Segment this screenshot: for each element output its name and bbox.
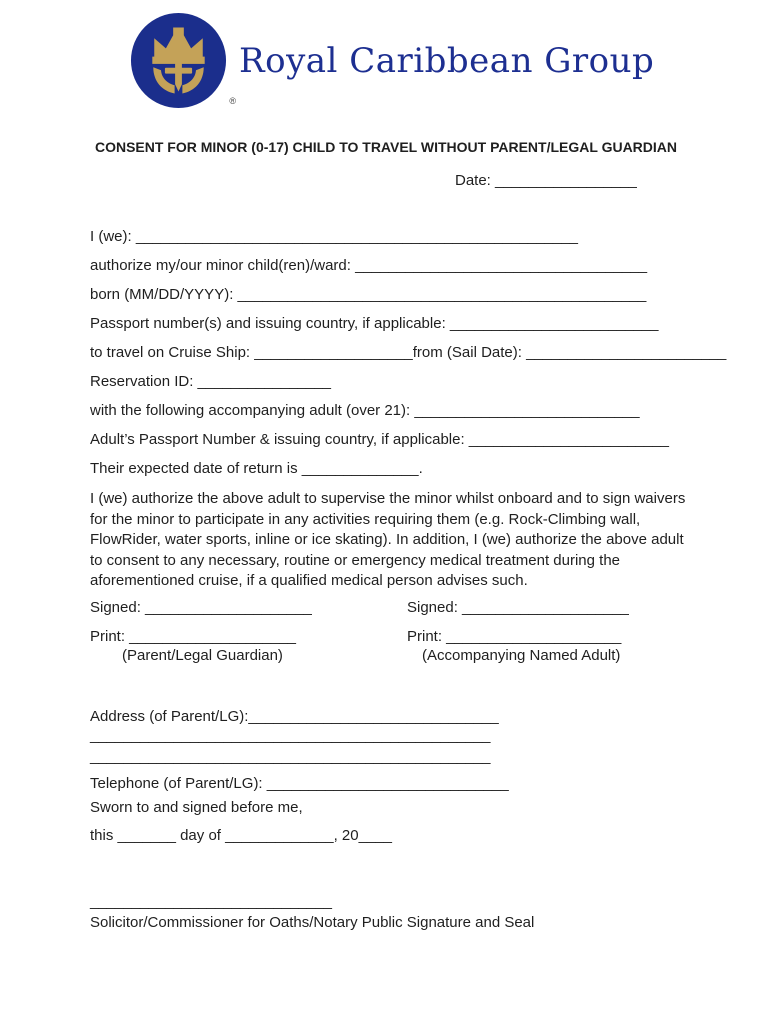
guardian-print-line [90,627,407,646]
field-line-born [90,285,682,304]
this-label: this [90,826,114,844]
notary-caption: Solicitor/Commissioner for Oaths/Notary Public Signature and Seal [90,913,535,931]
field-line-i-we [90,227,682,246]
field-line-accompanying-adult [90,401,682,420]
reservation-label: Reservation ID: [90,373,194,390]
address-blank-field[interactable]: ______________________________ [248,707,499,725]
adult-print-blank-field[interactable]: _____________________ [442,627,622,645]
date-blank-field[interactable]: _________________ [490,172,637,189]
adult-print-label: Print: [407,627,443,645]
return-date-label: Their expected date of return is [90,460,298,477]
address-blank-line-2[interactable]: ________________________________________________ [90,726,491,744]
field-line-cruise-ship [90,343,727,362]
return-date-blank-field[interactable]: ______________ [297,460,419,477]
crown-anchor-icon [130,12,227,109]
guardian-signed-blank-field[interactable]: ____________________ [140,598,312,616]
telephone-blank-field[interactable]: _____________________________ [262,774,509,792]
day-blank-field[interactable]: _______ [113,826,176,844]
adult-passport-blank-field[interactable]: ________________________ [464,431,670,448]
address-line-1 [90,707,682,726]
date-line [90,171,682,190]
field-line-passport [90,314,682,333]
adult-signed-label: Signed: [407,598,458,616]
date-label: Date: [455,172,491,189]
year-blank-field[interactable]: ____ [358,826,392,844]
month-blank-field[interactable]: _____________ [220,826,334,844]
guardian-print-blank-field[interactable]: ____________________ [125,627,297,645]
sail-date-label: from (Sail Date): [412,344,522,361]
consent-paragraph: I (we) authorize the above adult to supervise the minor whilst onboard and to sign waivers for the minor to participate in any activities requiring them (e.g. Rock-Climbing wall, FlowRider, water sports, inline or ice skating). In addition, I (we) authorize the above adult to consent to any necessary, routine or emergency medical treatment during the aforementioned cruise, if a qualified medical person advises such. [90,490,686,589]
born-blank-field[interactable]: _________________________________________________ [233,286,647,303]
guardian-signed-label: Signed: [90,598,141,616]
royal-caribbean-logo [130,12,236,109]
cruise-ship-blank-field[interactable]: ___________________ [250,344,413,361]
registered-trademark-icon: ® [229,96,236,106]
guardian-role-caption: (Parent/Legal Guardian) [122,646,283,664]
brand-wordmark: Royal Caribbean Group [239,40,655,81]
i-we-blank-field[interactable]: _____________________________________________________ [131,228,578,245]
cruise-ship-label: to travel on Cruise Ship: [90,344,251,361]
address-blank-line-3[interactable]: ________________________________________________ [90,747,491,765]
adult-role-caption: (Accompanying Named Adult) [422,646,621,664]
adult-signature-column [407,598,682,665]
field-line-adult-passport [90,430,682,449]
child-label: authorize my/our minor child(ren)/ward: [90,257,351,274]
adult-signed-blank-field[interactable]: ____________________ [457,598,629,616]
child-blank-field[interactable]: ___________________________________ [350,257,648,274]
address-label: Address (of Parent/LG): [90,707,249,725]
passport-label: Passport number(s) and issuing country, if applicable: [90,315,446,332]
notary-date-line [90,826,682,845]
signature-section [90,598,682,665]
guardian-print-label: Print: [90,627,126,645]
passport-blank-field[interactable]: _________________________ [445,315,659,332]
telephone-label: Telephone (of Parent/LG): [90,774,263,792]
brand-header [130,12,682,109]
contact-section [90,707,682,793]
telephone-line [90,774,682,793]
year-prefix: , 20 [333,826,359,844]
guardian-signature-column [90,598,407,665]
reservation-blank-field[interactable]: ________________ [193,373,332,390]
day-of-label: day of [175,826,221,844]
notary-signature-blank-field[interactable]: _____________________________ [90,892,332,910]
i-we-label: I (we): [90,228,132,245]
field-line-child [90,256,682,275]
accompanying-adult-blank-field[interactable]: ___________________________ [410,402,640,419]
field-line-return-date [90,459,682,478]
form-fields [90,227,727,478]
adult-passport-label: Adult’s Passport Number & issuing country, if applicable: [90,431,465,448]
sworn-statement: Sworn to and signed before me, [90,798,303,816]
accompanying-adult-label: with the following accompanying adult (over 21): [90,402,411,419]
born-label: born (MM/DD/YYYY): [90,286,234,303]
guardian-signed-line [90,598,407,617]
adult-signed-line [407,598,682,617]
adult-print-line [407,627,682,646]
form-title: CONSENT FOR MINOR (0-17) CHILD TO TRAVEL WITHOUT PARENT/LEGAL GUARDIAN [94,139,678,155]
sail-date-blank-field[interactable]: ________________________ [521,344,727,361]
field-line-reservation [90,372,682,391]
return-date-period: . [418,460,423,477]
